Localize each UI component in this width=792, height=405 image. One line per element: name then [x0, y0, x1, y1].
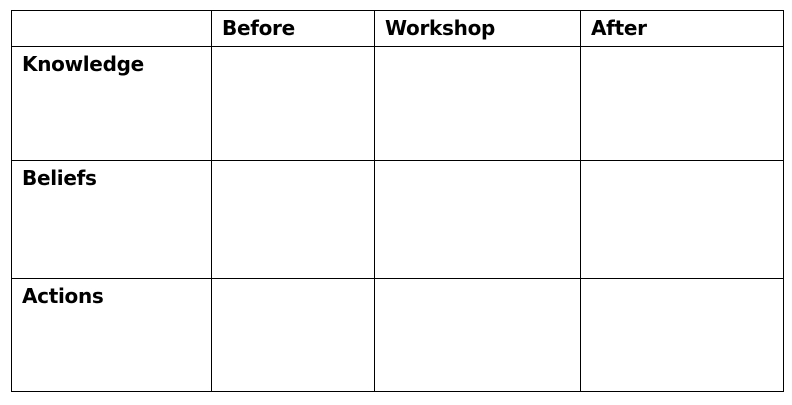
cell-actions-workshop: [375, 278, 581, 391]
header-label-before: Before: [222, 16, 295, 40]
header-corner-cell: [12, 11, 212, 47]
row-label-cell-beliefs: [12, 161, 212, 278]
header-label-after: After: [591, 16, 647, 40]
cell-beliefs-workshop: [375, 161, 581, 278]
header-label-workshop: Workshop: [385, 16, 496, 40]
header-corner-label: [12, 11, 211, 15]
header-cell-after: [581, 11, 784, 47]
cell-text-actions-before: [212, 279, 374, 283]
table-row-beliefs: [12, 161, 784, 278]
table-row-actions: [12, 278, 784, 391]
cell-text-beliefs-before: [212, 161, 374, 165]
cell-knowledge-after: [581, 47, 784, 161]
cell-actions-after: [581, 278, 784, 391]
cell-knowledge-workshop: [375, 47, 581, 161]
cell-text-knowledge-before: [212, 47, 374, 51]
cell-text-knowledge-after: [581, 47, 783, 51]
cell-beliefs-after: [581, 161, 784, 278]
cell-text-knowledge-workshop: [375, 47, 580, 51]
cell-text-actions-workshop: [375, 279, 580, 283]
row-label-beliefs: Beliefs: [22, 166, 97, 191]
cell-text-actions-after: [581, 279, 783, 283]
cell-knowledge-before: [212, 47, 375, 161]
reflection-table: [11, 10, 784, 392]
row-label-actions: Actions: [22, 283, 104, 308]
header-cell-before: [212, 11, 375, 47]
table-row-knowledge: [12, 47, 784, 161]
row-label-cell-knowledge: [12, 47, 212, 161]
cell-text-beliefs-workshop: [375, 161, 580, 165]
cell-text-beliefs-after: [581, 161, 783, 165]
row-label-knowledge: Knowledge: [22, 52, 144, 77]
header-cell-workshop: [375, 11, 581, 47]
cell-beliefs-before: [212, 161, 375, 278]
row-label-cell-actions: [12, 278, 212, 391]
table-header-row: [12, 11, 784, 47]
cell-actions-before: [212, 278, 375, 391]
